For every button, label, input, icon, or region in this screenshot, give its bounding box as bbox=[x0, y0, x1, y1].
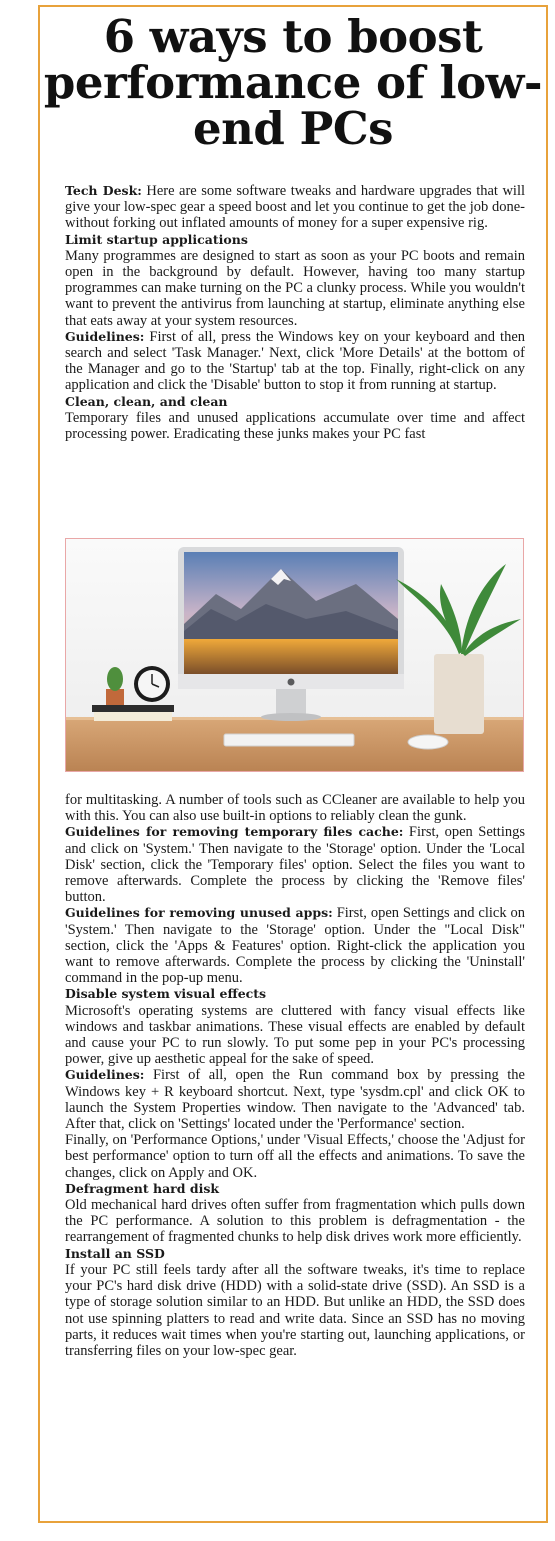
visual-final-text: Finally, on 'Performance Options,' under 'Visual Effects,' choose the 'Adjust for best performance' option to turn off all the effects and animations. To save the changes, click on Apply and OK. bbox=[65, 1132, 525, 1181]
article-body-top bbox=[65, 183, 525, 442]
ssd-heading: Install an SSD bbox=[65, 1245, 165, 1261]
ssd-text: If your PC still feels tardy after all the software tweaks, it's time to replace your PC's hard disk drive (HDD) with a solid-state drive (SSD). An SSD is a type of storage solution similar to an HDD. But unlike an HDD, the SSD does not use spinning platters to read and write data. Since an SSD has no moving parts, it reduces wait times when you're starting out, launching applications, or transferring files on your low-spec gear. bbox=[65, 1261, 525, 1359]
defrag-text: Old mechanical hard drives often suffer from fragmentation which pulls down the PC performance. A solution to this problem is defragmentation - the rearrangement of fragmented chunks to help disk drives work more efficiently. bbox=[65, 1197, 525, 1246]
desk-computer-photo bbox=[65, 538, 524, 772]
clean-text-part1: Temporary files and unused applications accumulate over time and affect processing power. Eradicating these junks makes your PC fast bbox=[65, 409, 525, 443]
clean-guide1-lead: Guidelines for removing temporary files cache: bbox=[65, 824, 404, 840]
intro-paragraph bbox=[65, 183, 525, 232]
startup-guidelines bbox=[65, 329, 525, 394]
clean-guidelines-apps bbox=[65, 905, 525, 986]
clean-heading: Clean, clean, and clean bbox=[65, 393, 228, 409]
desk-computer-illustration bbox=[66, 539, 524, 772]
startup-guide-lead: Guidelines: bbox=[65, 328, 145, 344]
article-headline: 6 ways to boost performance of low-end PCs bbox=[43, 10, 543, 155]
clean-guide1-text: First, open Settings and click on 'System.' Then navigate to the 'Storage' option. Under the 'Local Disk' section, click the 'Temporary files' option. Select the files you want to remove afterwards. Complete the process by clicking the 'Remove files' button. bbox=[65, 824, 525, 906]
startup-text: Many programmes are designed to start as soon as your PC boots and remain open in the background by default. However, having too many startup programmes can make turning on the PC a clunky process. While you wouldn't want to prevent the antivirus from launching at startup, eliminate anything else that eats away at your system resources. bbox=[65, 247, 525, 329]
startup-guide-text: First of all, press the Windows key on your keyboard and then search and select 'Task Manager.' Next, click 'More Details' at the bottom of the Manager and go to the 'Startup' tab at the top. Finally, right-click on any application and click the 'Disable' button to stop it from running at startup. bbox=[65, 328, 525, 394]
article-body-bottom bbox=[65, 792, 525, 1359]
clean-guide2-text: First, open Settings and click on 'System.' Then navigate to the 'Storage' option. Under the "Local Disk" section, click the 'Apps & Features' option. Right-click the application you want to remove afterwards. Complete the process by clicking the 'Uninstall' command in the pop-up menu. bbox=[65, 905, 525, 987]
visual-guide-lead: Guidelines: bbox=[65, 1067, 145, 1083]
visual-guidelines bbox=[65, 1067, 525, 1132]
intro-lead: Tech Desk: bbox=[65, 183, 142, 198]
visual-heading: Disable system visual effects bbox=[65, 986, 267, 1002]
defrag-heading: Defragment hard disk bbox=[65, 1180, 220, 1196]
intro-text: Here are some software tweaks and hardware upgrades that will give your low-spec gear a speed boost and let you continue to get the job done-without forking out inflated amounts of money for a super expensive rig. bbox=[65, 183, 525, 232]
clean-text-part2: for multitasking. A number of tools such as CCleaner are available to help you with this. You can also use built-in options to reliably clean the gunk. bbox=[65, 792, 525, 825]
visual-text: Microsoft's operating systems are cluttered with fancy visual effects like windows and taskbar animations. These visual effects are enabled by default and cause your PC to run slowly. To put some pep in your PC's processing power, give up aesthetic appeal for the sake of speed. bbox=[65, 1002, 525, 1068]
clean-guide2-lead: Guidelines for removing unused apps: bbox=[65, 905, 333, 921]
visual-guide-text: First of all, open the Run command box by pressing the Windows key + R keyboard shortcut. Next, type 'sysdm.cpl' and click OK to launch the System Properties window. Then navigate to the 'Advanced' tab. After that, click on 'Settings' located under the 'Performance' section. bbox=[65, 1067, 525, 1133]
clean-guidelines-temp bbox=[65, 824, 525, 905]
startup-heading: Limit startup applications bbox=[65, 231, 248, 247]
